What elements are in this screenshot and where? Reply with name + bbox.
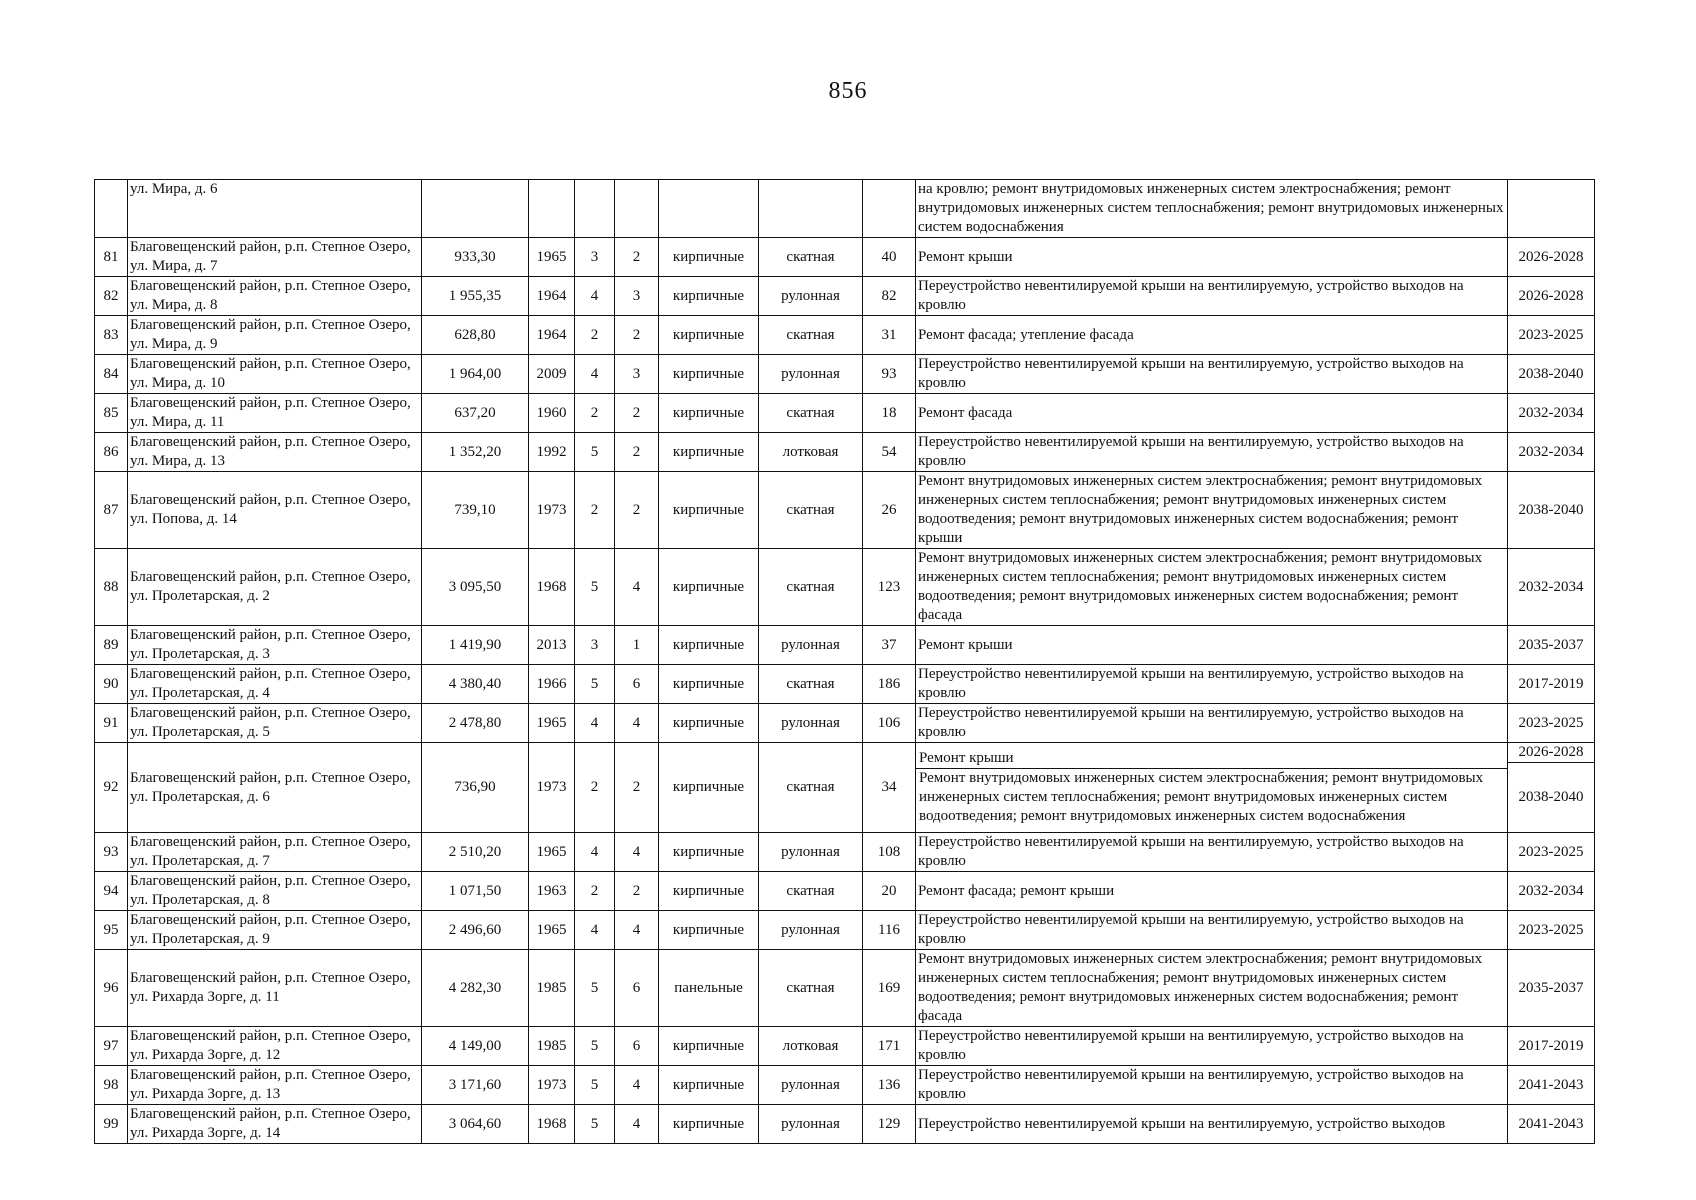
roof-cell: лотковая [759,1027,863,1066]
year-cell [529,180,575,238]
address-cell: Благовещенский район, р.п. Степное Озеро, ул. Пролетарская, д. 5 [128,704,422,743]
entrances-cell: 6 [615,1027,659,1066]
works-cell: Переустройство невентилируемой крыши на вентилируемую, устройство выходов на кровлю [916,911,1508,950]
address-cell: Благовещенский район, р.п. Степное Озеро, ул. Пролетарская, д. 3 [128,626,422,665]
table-row [95,433,1595,472]
floors-cell: 5 [575,1066,615,1105]
works-cell [916,743,1508,833]
address-cell: Благовещенский район, р.п. Степное Озеро, ул. Пролетарская, д. 7 [128,833,422,872]
roof-cell: скатная [759,394,863,433]
works-cell: Ремонт фасада [916,394,1508,433]
residents-cell: 34 [863,743,916,833]
year-cell: 1968 [529,549,575,626]
year-cell: 1992 [529,433,575,472]
address-cell: Благовещенский район, р.п. Степное Озеро, ул. Пролетарская, д. 9 [128,911,422,950]
year-cell: 1966 [529,665,575,704]
entrances-cell: 6 [615,950,659,1027]
row-number: 91 [95,704,128,743]
residents-cell: 171 [863,1027,916,1066]
address-cell: Благовещенский район, р.п. Степное Озеро, ул. Мира, д. 7 [128,238,422,277]
row-number: 86 [95,433,128,472]
table-row-continuation [95,180,1595,238]
walls-cell: кирпичные [659,704,759,743]
period-cell: 2035-2037 [1508,950,1595,1027]
table-row [95,277,1595,316]
floors-cell: 2 [575,472,615,549]
year-cell: 1973 [529,743,575,833]
table-row [95,549,1595,626]
residents-cell: 40 [863,238,916,277]
period-cell: 2017-2019 [1508,665,1595,704]
area-cell: 4 282,30 [422,950,529,1027]
residents-cell: 136 [863,1066,916,1105]
year-cell: 1963 [529,872,575,911]
year-cell: 1960 [529,394,575,433]
entrances-cell: 4 [615,833,659,872]
works-cell: Переустройство невентилируемой крыши на вентилируемую, устройство выходов на кровлю [916,355,1508,394]
year-cell: 1985 [529,950,575,1027]
entrances-cell: 4 [615,549,659,626]
walls-cell: панельные [659,950,759,1027]
address-cell: ул. Мира, д. 6 [128,180,422,238]
area-cell: 1 352,20 [422,433,529,472]
row-number: 99 [95,1105,128,1144]
roof-cell: скатная [759,316,863,355]
works-cell: Переустройство невентилируемой крыши на вентилируемую, устройство выходов [916,1105,1508,1144]
row-number: 98 [95,1066,128,1105]
residents-cell: 82 [863,277,916,316]
walls-cell: кирпичные [659,911,759,950]
page-number: 856 [828,78,868,104]
roof-cell: скатная [759,472,863,549]
roof-cell: рулонная [759,355,863,394]
entrances-cell: 2 [615,238,659,277]
roof-cell: скатная [759,238,863,277]
period-cell: 2023-2025 [1508,704,1595,743]
roof-cell: скатная [759,549,863,626]
floors-cell: 4 [575,277,615,316]
roof-cell: скатная [759,872,863,911]
row-number [95,180,128,238]
row-number: 90 [95,665,128,704]
area-cell: 739,10 [422,472,529,549]
row-number: 94 [95,872,128,911]
period-cell: 2023-2025 [1508,911,1595,950]
roof-cell [759,180,863,238]
table-row [95,472,1595,549]
table-row [95,665,1595,704]
works-cell: Ремонт крыши [916,238,1508,277]
year-cell: 2009 [529,355,575,394]
address-cell: Благовещенский район, р.п. Степное Озеро, ул. Рихарда Зорге, д. 12 [128,1027,422,1066]
residents-cell: 37 [863,626,916,665]
address-cell: Благовещенский район, р.п. Степное Озеро, ул. Рихарда Зорге, д. 13 [128,1066,422,1105]
entrances-cell: 3 [615,355,659,394]
year-cell: 1964 [529,277,575,316]
walls-cell [659,180,759,238]
address-cell: Благовещенский район, р.п. Степное Озеро, ул. Мира, д. 13 [128,433,422,472]
table-row [95,950,1595,1027]
table-row [95,872,1595,911]
works-cell: Переустройство невентилируемой крыши на вентилируемую, устройство выходов на кровлю [916,1066,1508,1105]
floors-cell: 3 [575,238,615,277]
works-cell: Ремонт внутридомовых инженерных систем электроснабжения; ремонт внутридомовых инженерных систем теплоснабжения; ремонт внутридомовых инженерных систем водоотведения; ремонт внутридомовых инженерных систем водоснабжения; ремонт крыши [916,472,1508,549]
row-number: 82 [95,277,128,316]
row-number: 85 [95,394,128,433]
area-cell: 736,90 [422,743,529,833]
address-cell: Благовещенский район, р.п. Степное Озеро, ул. Мира, д. 8 [128,277,422,316]
year-cell: 1965 [529,833,575,872]
table-row [95,833,1595,872]
table-row [95,911,1595,950]
year-cell: 1965 [529,704,575,743]
walls-cell: кирпичные [659,833,759,872]
period-cell: 2035-2037 [1508,626,1595,665]
roof-cell: скатная [759,665,863,704]
residents-cell: 20 [863,872,916,911]
area-cell: 2 496,60 [422,911,529,950]
entrances-cell: 2 [615,743,659,833]
table-row [95,1066,1595,1105]
floors-cell: 5 [575,433,615,472]
address-cell: Благовещенский район, р.п. Степное Озеро, ул. Попова, д. 14 [128,472,422,549]
walls-cell: кирпичные [659,549,759,626]
roof-cell: скатная [759,743,863,833]
entrances-cell: 2 [615,433,659,472]
works-cell: Ремонт внутридомовых инженерных систем электроснабжения; ремонт внутридомовых инженерных систем теплоснабжения; ремонт внутридомовых инженерных систем водоотведения; ремонт внутридомовых инженерных систем водоснабжения; ремонт фасада [916,549,1508,626]
address-cell: Благовещенский район, р.п. Степное Озеро, ул. Мира, д. 11 [128,394,422,433]
residents-cell: 106 [863,704,916,743]
entrances-cell: 2 [615,872,659,911]
area-cell: 3 064,60 [422,1105,529,1144]
walls-cell: кирпичные [659,626,759,665]
table-row [95,1027,1595,1066]
entrances-cell: 2 [615,472,659,549]
works-cell: Ремонт фасада; ремонт крыши [916,872,1508,911]
works-cell: Ремонт внутридомовых инженерных систем электроснабжения; ремонт внутридомовых инженерных систем теплоснабжения; ремонт внутридомовых инженерных систем водоотведения; ремонт внутридомовых инженерных систем водоснабжения; ремонт фасада [916,950,1508,1027]
table-row [95,394,1595,433]
floors-cell: 2 [575,872,615,911]
works-cell: Переустройство невентилируемой крыши на вентилируемую, устройство выходов на кровлю [916,665,1508,704]
period-sub-item: 2038-2040 [1518,789,1584,805]
period-cell: 2023-2025 [1508,316,1595,355]
floors-cell: 5 [575,1027,615,1066]
floors-cell: 5 [575,950,615,1027]
entrances-cell: 2 [615,316,659,355]
entrances-cell: 4 [615,1105,659,1144]
floors-cell: 2 [575,316,615,355]
row-number: 97 [95,1027,128,1066]
residents-cell: 26 [863,472,916,549]
residents-cell: 93 [863,355,916,394]
area-cell: 1 955,35 [422,277,529,316]
works-cell: Переустройство невентилируемой крыши на вентилируемую, устройство выходов на кровлю [916,833,1508,872]
walls-cell: кирпичные [659,238,759,277]
table-row [95,316,1595,355]
walls-cell: кирпичные [659,872,759,911]
table-row [95,704,1595,743]
floors-cell: 4 [575,911,615,950]
year-cell: 1973 [529,472,575,549]
walls-cell: кирпичные [659,355,759,394]
table-row [95,626,1595,665]
floors-cell: 4 [575,355,615,394]
works-sub-item: Ремонт внутридомовых инженерных систем электроснабжения; ремонт внутридомовых инженерных систем теплоснабжения; ремонт внутридомовых инженерных систем водоотведения; ремонт внутридомовых инженерных систем водоснабжения [919,770,1484,824]
residents-cell [863,180,916,238]
walls-cell: кирпичные [659,277,759,316]
entrances-cell: 1 [615,626,659,665]
row-number: 87 [95,472,128,549]
address-cell: Благовещенский район, р.п. Степное Озеро, ул. Мира, д. 10 [128,355,422,394]
period-cell: 2026-2028 [1508,277,1595,316]
address-cell: Благовещенский район, р.п. Степное Озеро, ул. Пролетарская, д. 8 [128,872,422,911]
residents-cell: 116 [863,911,916,950]
row-number: 96 [95,950,128,1027]
walls-cell: кирпичные [659,433,759,472]
address-cell: Благовещенский район, р.п. Степное Озеро, ул. Рихарда Зорге, д. 11 [128,950,422,1027]
year-cell: 1965 [529,911,575,950]
floors-cell: 5 [575,665,615,704]
address-cell: Благовещенский район, р.п. Степное Озеро, ул. Рихарда Зорге, д. 14 [128,1105,422,1144]
table-body [95,180,1595,1144]
floors-cell: 2 [575,394,615,433]
period-cell: 2041-2043 [1508,1066,1595,1105]
area-cell: 933,30 [422,238,529,277]
area-cell: 628,80 [422,316,529,355]
area-cell: 4 149,00 [422,1027,529,1066]
walls-cell: кирпичные [659,743,759,833]
table-row [95,743,1595,833]
entrances-cell: 6 [615,665,659,704]
area-cell: 2 510,20 [422,833,529,872]
period-cell [1508,743,1595,833]
year-cell: 2013 [529,626,575,665]
area-cell: 3 095,50 [422,549,529,626]
floors-cell: 3 [575,626,615,665]
area-cell: 1 964,00 [422,355,529,394]
walls-cell: кирпичные [659,472,759,549]
works-cell: Ремонт фасада; утепление фасада [916,316,1508,355]
works-cell: Переустройство невентилируемой крыши на вентилируемую, устройство выходов на кровлю [916,277,1508,316]
roof-cell: рулонная [759,911,863,950]
roof-cell: лотковая [759,433,863,472]
row-number: 88 [95,549,128,626]
period-cell: 2032-2034 [1508,394,1595,433]
period-cell: 2038-2040 [1508,355,1595,394]
row-number: 84 [95,355,128,394]
residents-cell: 123 [863,549,916,626]
entrances-cell: 3 [615,277,659,316]
address-cell: Благовещенский район, р.п. Степное Озеро, ул. Мира, д. 9 [128,316,422,355]
floors-cell: 2 [575,743,615,833]
roof-cell: рулонная [759,1105,863,1144]
period-cell: 2032-2034 [1508,872,1595,911]
period-sub-item: 2026-2028 [1508,743,1594,763]
year-cell: 1964 [529,316,575,355]
residents-cell: 108 [863,833,916,872]
residents-cell: 169 [863,950,916,1027]
walls-cell: кирпичные [659,316,759,355]
residents-cell: 54 [863,433,916,472]
walls-cell: кирпичные [659,1027,759,1066]
row-number: 92 [95,743,128,833]
entrances-cell: 4 [615,704,659,743]
roof-cell: рулонная [759,833,863,872]
year-cell: 1965 [529,238,575,277]
residents-cell: 186 [863,665,916,704]
area-cell: 1 419,90 [422,626,529,665]
year-cell: 1968 [529,1105,575,1144]
table-row [95,238,1595,277]
roof-cell: скатная [759,950,863,1027]
area-cell: 4 380,40 [422,665,529,704]
period-cell [1508,180,1595,238]
period-cell: 2017-2019 [1508,1027,1595,1066]
row-number: 89 [95,626,128,665]
roof-cell: рулонная [759,626,863,665]
year-cell: 1973 [529,1066,575,1105]
roof-cell: рулонная [759,277,863,316]
walls-cell: кирпичные [659,665,759,704]
row-number: 83 [95,316,128,355]
roof-cell: рулонная [759,1066,863,1105]
works-cell: на кровлю; ремонт внутридомовых инженерных систем электроснабжения; ремонт внутридомовых инженерных систем теплоснабжения; ремонт внутридомовых инженерных систем водоснабжения [916,180,1508,238]
row-number: 93 [95,833,128,872]
floors-cell [575,180,615,238]
period-cell: 2026-2028 [1508,238,1595,277]
floors-cell: 5 [575,549,615,626]
table-row [95,355,1595,394]
period-cell: 2032-2034 [1508,549,1595,626]
floors-cell: 4 [575,833,615,872]
housing-repair-table [94,179,1595,1144]
area-cell: 637,20 [422,394,529,433]
area-cell: 2 478,80 [422,704,529,743]
walls-cell: кирпичные [659,1066,759,1105]
address-cell: Благовещенский район, р.п. Степное Озеро, ул. Пролетарская, д. 2 [128,549,422,626]
period-cell: 2038-2040 [1508,472,1595,549]
entrances-cell [615,180,659,238]
entrances-cell: 4 [615,911,659,950]
residents-cell: 31 [863,316,916,355]
address-cell: Благовещенский район, р.п. Степное Озеро, ул. Пролетарская, д. 6 [128,743,422,833]
floors-cell: 4 [575,704,615,743]
walls-cell: кирпичные [659,394,759,433]
works-cell: Переустройство невентилируемой крыши на вентилируемую, устройство выходов на кровлю [916,1027,1508,1066]
period-cell: 2041-2043 [1508,1105,1595,1144]
works-cell: Переустройство невентилируемой крыши на вентилируемую, устройство выходов на кровлю [916,433,1508,472]
roof-cell: рулонная [759,704,863,743]
works-cell: Переустройство невентилируемой крыши на вентилируемую, устройство выходов на кровлю [916,704,1508,743]
row-number: 95 [95,911,128,950]
works-cell: Ремонт крыши [916,626,1508,665]
row-number: 81 [95,238,128,277]
year-cell: 1985 [529,1027,575,1066]
floors-cell: 5 [575,1105,615,1144]
residents-cell: 129 [863,1105,916,1144]
table-row [95,1105,1595,1144]
entrances-cell: 4 [615,1066,659,1105]
area-cell [422,180,529,238]
period-cell: 2023-2025 [1508,833,1595,872]
address-cell: Благовещенский район, р.п. Степное Озеро, ул. Пролетарская, д. 4 [128,665,422,704]
works-sub-item: Ремонт крыши [916,749,1507,769]
entrances-cell: 2 [615,394,659,433]
area-cell: 1 071,50 [422,872,529,911]
area-cell: 3 171,60 [422,1066,529,1105]
period-cell: 2032-2034 [1508,433,1595,472]
residents-cell: 18 [863,394,916,433]
walls-cell: кирпичные [659,1105,759,1144]
